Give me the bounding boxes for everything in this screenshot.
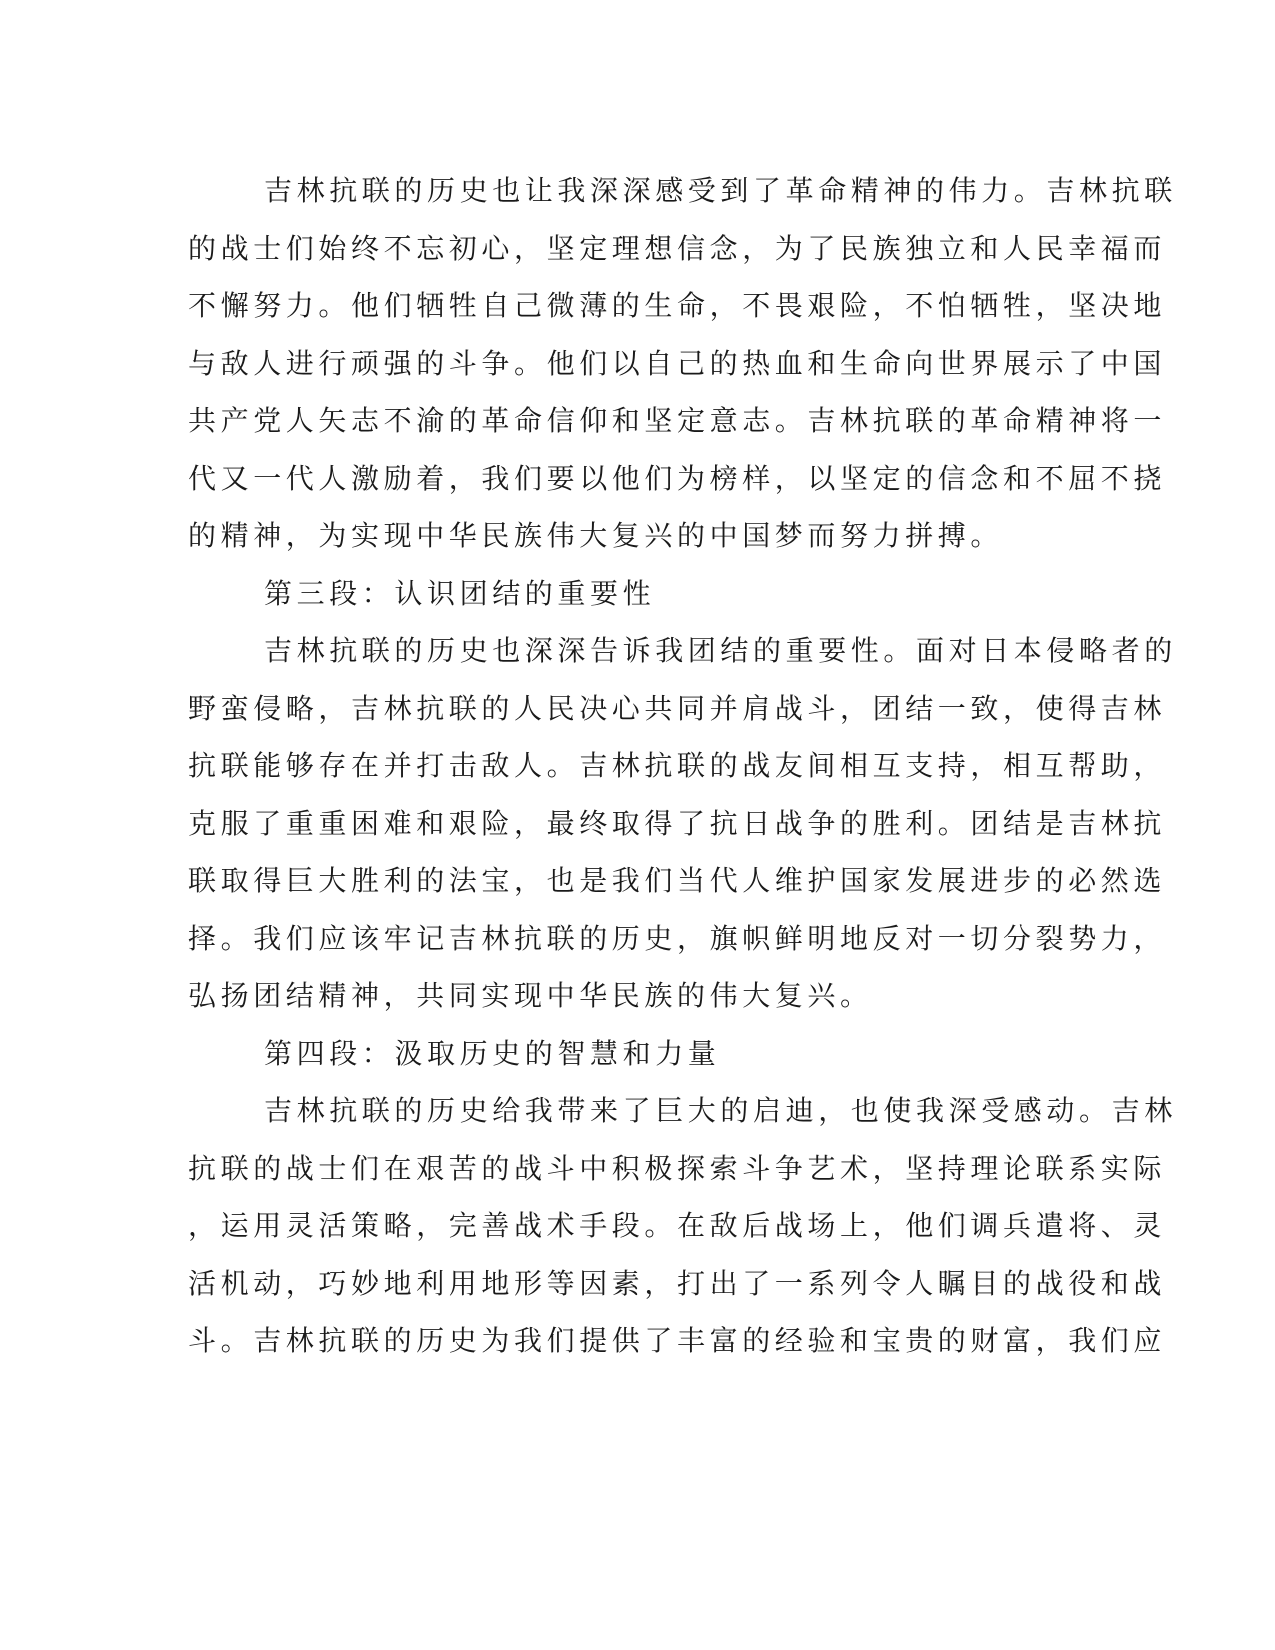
section-heading: 第四段：汲取历史的智慧和力量 — [264, 1036, 721, 1070]
paragraph-line: 不懈努力。他们牺牲自己微薄的生命，不畏艰险，不怕牺牲，坚决地 — [188, 289, 1167, 322]
paragraph-line: 抗联能够存在并打击敌人。吉林抗联的战友间相互支持，相互帮助， — [188, 749, 1167, 782]
paragraph-line: 克服了重重困难和艰险，最终取得了抗日战争的胜利。团结是吉林抗 — [188, 806, 1167, 840]
paragraph-line: ，运用灵活策略，完善战术手段。在敌后战场上，他们调兵遣将、灵 — [188, 1209, 1167, 1242]
paragraph-line: 活机动，巧妙地利用地形等因素，打出了一系列令人瞩目的战役和战 — [188, 1266, 1167, 1300]
paragraph-line: 共产党人矢志不渝的革命信仰和坚定意志。吉林抗联的革命精神将一 — [188, 404, 1167, 437]
paragraph-line: 野蛮侵略，吉林抗联的人民决心共同并肩战斗，团结一致，使得吉林 — [188, 691, 1167, 725]
document-body — [188, 162, 1177, 1370]
paragraph-line: 斗。吉林抗联的历史为我们提供了丰富的经验和宝贵的财富，我们应 — [188, 1324, 1167, 1357]
paragraph-first-line: 吉林抗联的历史给我带来了巨大的启迪，也使我深受感动。吉林 — [264, 1094, 1177, 1127]
paragraph-line: 与敌人进行顽强的斗争。他们以自己的热血和生命向世界展示了中国 — [188, 346, 1167, 380]
paragraph-line: 弘扬团结精神，共同实现中华民族的伟大复兴。 — [188, 979, 873, 1012]
paragraph-first-line: 吉林抗联的历史也让我深深感受到了革命精神的伟力。吉林抗联 — [264, 174, 1177, 207]
paragraph-line: 择。我们应该牢记吉林抗联的历史，旗帜鲜明地反对一切分裂势力， — [188, 921, 1167, 955]
paragraph-line: 的精神，为实现中华民族伟大复兴的中国梦而努力拼搏。 — [188, 519, 1004, 552]
section-heading: 第三段：认识团结的重要性 — [264, 576, 656, 610]
paragraph-line: 的战士们始终不忘初心，坚定理想信念，为了民族独立和人民幸福而 — [188, 231, 1167, 265]
paragraph-first-line: 吉林抗联的历史也深深告诉我团结的重要性。面对日本侵略者的 — [264, 634, 1177, 667]
paragraph-line: 代又一代人激励着，我们要以他们为榜样，以坚定的信念和不屈不挠 — [188, 461, 1167, 495]
paragraph-line: 抗联的战士们在艰苦的战斗中积极探索斗争艺术，坚持理论联系实际 — [188, 1151, 1167, 1185]
paragraph-line: 联取得巨大胜利的法宝，也是我们当代人维护国家发展进步的必然选 — [188, 864, 1167, 897]
